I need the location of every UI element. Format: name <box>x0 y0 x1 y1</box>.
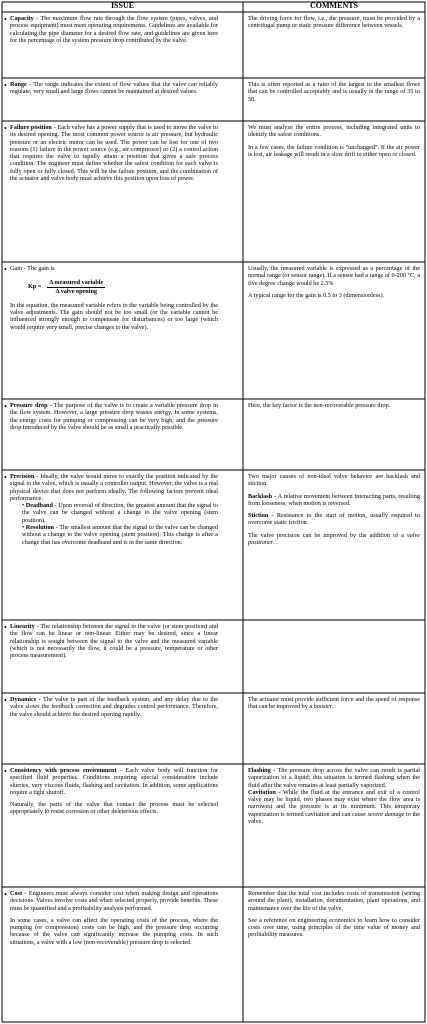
comment-cavitation: Cavitation - While the fluid at the entrance and exit of a control valve may be liquid, two phases may exist where the flow area is narrowest and the pressure is at its minimum. This temporary vaporization is termed cavitation and can cause severe damage to the valve. <box>248 788 420 826</box>
bullet-icon: • <box>4 124 7 133</box>
formula-numerator: Δ measured variable <box>49 279 104 287</box>
comment-gain <box>245 263 423 399</box>
comment-range-text: This is often reported as a ratio of the largest to the smallest flows that can be controlled acceptably and is usually in the range of 35 to 50. <box>248 81 420 103</box>
comment-failure-position <box>245 122 423 262</box>
comment-pressure-drop <box>245 400 423 470</box>
comment-precision-p1: Two major causes of non-ideal valve behavior are backlash and stiction. <box>248 473 420 488</box>
header-issue: ISSUE <box>110 1 135 10</box>
comment-failure-p2: In a few cases, the failure condition is "unchanged". If the air power is lost, air leakage will result in a slow drift to either open or closed. <box>248 143 420 158</box>
bullet-icon: • <box>4 767 7 776</box>
comment-linearity <box>245 621 423 693</box>
issue-failure-position: Failure position - Each valve has a power supply that is used to move the valve to its desired opening. The most common power source is air pressure, but hydraulic pressure or an electric motor can be used. The power can be lost for one of two reasons (1) failure in the power source (e.g., air compressor) or (2) a control action that requires the valve to rapidly attain a position that gives a safe process condition. The engineer must define whether the safest condition for each valve is fully open or fully closed. This will be the failure position, and the combination of the actuator and valve body must achieve this position upon loss of power. <box>10 124 218 183</box>
issue-pressure-drop: Pressure drop - The purpose of the valve is to create a variable pressure drop in the flow system. However, a large pressure drop wastes energy. In some systems, the energy costs for pumping or compressing can be very high, and the pressure drop introduced by the valve should be as small a practically possible. <box>10 402 218 431</box>
bullet-icon: • <box>4 81 7 90</box>
cavitation-tail: to the valve. <box>248 810 420 826</box>
comment-capacity <box>245 13 423 78</box>
bullet-icon: • <box>4 696 7 705</box>
comment-consistency <box>245 765 423 887</box>
issue-failure-position-text: Each valve has a power supply that is used to move the valve to its desired opening. The most common power source is air pressure, but hydraulic pressure or an electric motor can be used. The power can be lost for one of two reasons (1) failure in the power source (e.g., air compressor) or (2) a control action that requires the valve to rapidly attain a position that gives a safe process condition. The engineer must define whether the safest condition for each valve is fully open or fully closed. This will be the failure position, and the combination of the actuator and valve body must achieve this position upon loss of power. <box>10 124 218 183</box>
cavitation-text: While the fluid at the entrance and exit of a control valve may be liquid, two phases may exist where the flow area is narrowest and the pressure is at its minimum. This temporary vaporization is termed cavitation and can cause <box>248 788 420 818</box>
stiction-text: Resistance to the start of motion, usually required to overcome static friction. <box>248 512 420 527</box>
issue-linearity: Linearity - The relationship between the signal to the valve (or stem position) and the flow can be linear or non-linear. Either may be desired, since a linear relationship is sought between the signal to the valve and the measured variable (which is not necessarily the flow, it could be a pressure, temperature or other process measurement). <box>10 623 218 660</box>
comment-cost-p2: See a reference on engineering economics to learn how to consider costs over time, using principles of the time value of money and profitability measures. <box>248 916 420 939</box>
comment-range <box>245 79 423 121</box>
issue-consistency-text: Each valve body will function for specified fluid properties. Conditions requiring special consideration include slurries, very viscous fluids, flashing and cavitation. In addition, some applications require a tight shutoff. <box>10 767 218 796</box>
term-backlash: Backlash <box>248 492 273 500</box>
comment-dynamics-tail: . <box>332 703 334 711</box>
term-flashing: Flashing <box>248 767 271 774</box>
bullet-icon: • <box>4 890 7 899</box>
issue-linearity-text: The relationship between the signal to the valve (or stem position) and the flow can be linear or non-linear. Either may be desired, since a linear relationship is sought between the signal to the valve and the measured variable (which is not necessarily the flow, it could be a pressure, temperature or other process measurement). <box>10 623 218 660</box>
issue-consistency-p2: Naturally, the parts of the valve that contact the process must be selected appropriately to resist corrosion or other deleterious effects. <box>10 801 218 816</box>
issue-precision: Precision - Ideally, the valve would move to exactly the position indicated by the signal to the valve, which is usually a controller output. However, the valve is a real physical device that does not perform ideally. The following factors prevent ideal performance. • Deadband - Upon reversal of direction, the greatest amount that the signal to the valve can be changed without a change to the valve opening (stem position). • Resolution - The smallest amount that the signal to the valve can be changed without a change to the valve opening (stem position). This change is after a change that has overcome deadband and is in the same direction. <box>10 473 219 546</box>
issue-precision-text: Ideally, the valve would move to exactly the position indicated by the signal to the valve, which is usually a controller output. However, the valve is a real physical device that does not perform ideally. The following factors prevent ideal performance. <box>10 473 219 502</box>
comment-precision-p4-em: valve positioner <box>248 531 420 547</box>
term-pressure-drop: Pressure drop <box>10 402 48 409</box>
issue-gain: Gain - The gain is Kp = Δ measured variable Δ valve opening In the equation, the measured variable refers to the variable being controlled by the valve adjustments. The gain should not be too small (or the variable cannot be influenced strongly enough to compensate for disturbances) or too large (which would require very small, precise changes to the valve). <box>10 265 218 331</box>
bullet-icon: • <box>4 402 7 411</box>
comment-capacity-text: The driving force for flow, i.e., the pressure, must be provided by a centrifugal pump or static pressure difference between vessels. <box>248 15 420 30</box>
term-resolution: Resolution <box>25 524 54 532</box>
backlash-text: A relative movement between interacting parts, resulting from looseness, when motion is reversed. <box>248 492 420 507</box>
comment-failure-p1: We must analyze the entire process, including integrated units to identify the safest conditions. <box>248 124 420 139</box>
bullet-icon: • <box>4 265 7 274</box>
issue-gain-text: In the equation, the measured variable refers to the variable being controlled by the valve adjustments. The gain should not be too small (or the variable cannot be influenced strongly enough to compensate for disturbances) or too large (which would require very small, precise changes to the valve). <box>10 301 218 331</box>
header-comments: COMMENTS <box>310 1 358 10</box>
comment-cost-p1: Remember that the total cost includes costs of transmission (wiring around the plant), installation, documentation, plant operations, and maintenance over the life of the valve. <box>248 890 420 912</box>
comment-stiction: Stiction - Resistance to the start of motion, usually required to overcome static friction. <box>248 512 420 527</box>
term-cavitation: Cavitation <box>248 788 276 796</box>
term-consistency: Consistency with process environment <box>10 767 117 774</box>
comment-flashing: Flashing - The pressure drop across the valve can result is partial vaporization of a liquid; this situation is termed flashing when the fluid after the valve remains at least partially vaporized. <box>248 767 420 789</box>
comment-precision-p4 <box>248 532 420 547</box>
issue-cost-p1: Cost - Engineers must always consider cost when making design and operations decisions. Valves involve costs and when selected properly, provide benefits. These must be quantified and a profitability analysis performed. <box>10 890 218 912</box>
comment-backlash: Backlash - A relative movement between interacting parts, resulting from looseness, when motion is reversed. <box>248 492 420 507</box>
comment-gain-p2: A typical range for the gain is 0.5 to 3 (dimensionless). <box>248 291 385 299</box>
issue-range: Range - The range indicates the extent of flow values that the valve can reliably regulate; very small and large flows cannot be maintained at desired values. <box>10 81 218 96</box>
bullet-icon: • <box>4 473 7 482</box>
term-capacity: Capacity <box>10 15 34 22</box>
term-cost: Cost <box>10 890 23 897</box>
comment-cost <box>245 888 423 1021</box>
formula-lhs: Kp = <box>28 283 42 291</box>
issue-pressure-drop-text: The purpose of the valve is to create a variable pressure drop in the flow system. However, a large pressure drop wastes energy. In some systems, the energy costs for pumping or compressing can be very high, and the pressure drop introduced by the valve should be as small a practically possible. <box>10 402 218 431</box>
resolution-text: The smallest amount that the signal to the valve can be changed without a change to the valve opening (stem position). This change is after a change that has overcome deadband and is in the same direction. <box>22 524 218 546</box>
comment-dynamics-em: booster <box>313 703 333 711</box>
cavitation-em: severe damage <box>367 810 405 818</box>
term-stiction: Stiction <box>248 512 269 520</box>
term-failure-position: Failure position <box>10 124 52 131</box>
comment-precision <box>245 471 423 620</box>
deadband-text: Upon reversal of direction, the greatest amount that the signal to the valve can be changed without a change to the valve opening (stem position). <box>22 502 218 524</box>
issue-range-text: The range indicates the extent of flow values that the valve can reliably regulate; very small and large flows cannot be maintained at desired values. <box>10 81 218 96</box>
comment-dynamics-text: The actuator must provide sufficient force and the speed of response that can be improved by a <box>248 696 420 711</box>
issue-dynamics-text: The valve is part of the feedback system, and any delay due to the valve slows the feedback correction and degrades control performance. Therefore, the valve should achieve the desired opening rapidly. <box>10 696 218 718</box>
bullet-icon: • <box>4 15 7 24</box>
issue-cost-p2: In some cases, a valve can affect the operating costs of the process, where the pumping (or compression) costs can be high, and the pressure drop occurring because of the valve can significantly increase the pumping costs. In such situations, a valve with a low (non-recoverable) pressure drop is selected. <box>10 916 218 946</box>
flashing-text: The pressure drop across the valve can result is partial vaporization of a liquid; this situation is termed flashing when the fluid after the valve remains at least partially vaporized. <box>248 767 420 789</box>
subitem-resolution: • Resolution - The smallest amount that the signal to the valve can be changed without a change to the valve opening (stem position). This change is after a change that has overcome deadband and is in the same direction. <box>22 524 218 546</box>
formula-denominator: Δ valve opening <box>55 287 97 295</box>
comment-dynamics <box>245 694 423 764</box>
term-range: Range <box>10 81 27 88</box>
term-linearity: Linearity <box>10 623 35 630</box>
bullet-icon: • <box>4 623 7 632</box>
comment-precision-p4-tail: . . <box>273 539 278 547</box>
issue-cost <box>6 888 221 1021</box>
term-precision: Precision <box>10 473 35 480</box>
comment-precision-p4-text: The valve precision can be improved by the addition of a <box>248 531 404 539</box>
issue-capacity-text: The maximum flow rate through the flow system (pipes, valves, and process equipment) must meet operating requirements. Guidelines are available for calculating the pipe diameter for a desired flow rate, and guidelines are given here for the percentage of the system pressure drop contributed by the valve. <box>10 15 218 44</box>
term-dynamics: Dynamics <box>10 696 37 703</box>
subitem-deadband: • Deadband - Upon reversal of direction, the greatest amount that the signal to the valve can be changed without a change to the valve opening (stem position). <box>22 502 218 524</box>
issue-gain-intro: The gain is <box>27 265 55 272</box>
issue-capacity: Capacity - The maximum flow rate through the flow system (pipes, valves, and process equipment) must meet operating requirements. Guidelines are available for calculating the pipe diameter for a desired flow rate, and guidelines are given here for the percentage of the system pressure drop contributed by the valve. <box>10 15 218 44</box>
comment-pressure-drop-text: Here, the key factor is the non-recoverable pressure drop. <box>248 402 391 409</box>
issue-cost-text: Engineers must always consider cost when making design and operations decisions. Valves involve costs and when selected properly, provide benefits. These must be quantified and a profitability analysis performed. <box>10 890 218 912</box>
term-deadband: Deadband <box>25 502 53 510</box>
comment-gain-p1: Usually, the measured variable is expressed as a percentage of the normal range (or sensor range). If a sensor had a range of 0-200 °C, a five degree change would be 2.5% <box>248 265 420 287</box>
issue-dynamics: Dynamics - The valve is part of the feedback system, and any delay due to the valve slows the feedback correction and degrades control performance. Therefore, the valve should achieve the desired opening rapidly. <box>10 696 218 718</box>
term-gain: Gain <box>10 265 23 272</box>
gain-formula <box>28 279 218 295</box>
issue-consistency <box>6 765 221 887</box>
issue-consistency-p1: Consistency with process environment - Each valve body will function for specified fluid properties. Conditions requiring special consideration include slurries, very viscous fluids, flashing and cavitation. In addition, some applications require a tight shutoff. <box>10 767 218 796</box>
